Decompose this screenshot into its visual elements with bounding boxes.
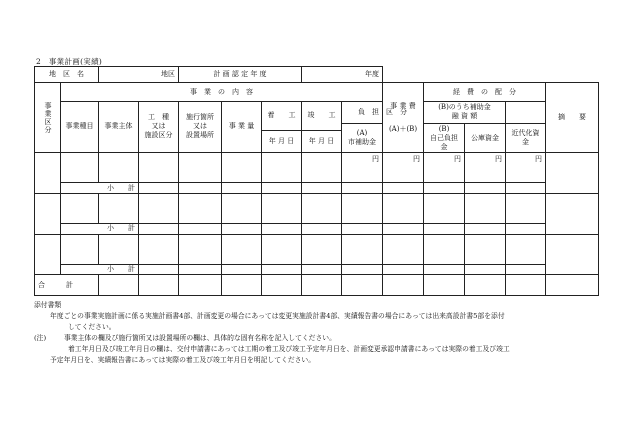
location-header: 施行箇所 又は 設置場所 [179, 101, 222, 152]
start-header: 着 工 [262, 101, 302, 130]
data-row [35, 152, 599, 183]
col-a-header: (A) 市補助金 [342, 124, 383, 153]
note-2b: 予定年月日を、実績報告書にあっては実際の着工及び竣工年月日を明記してください。 [50, 356, 316, 364]
plan-year-value: 年度 [302, 67, 383, 83]
public-loan-header: 公庫資金 [465, 124, 506, 153]
col-b-cell: 円 [424, 152, 465, 183]
subtotal-label: 小 計 [61, 183, 139, 193]
end-header: 竣 工 [302, 101, 342, 130]
cost-formula: (A)＋(B) [388, 124, 418, 133]
remarks-header: 摘 要 [546, 83, 599, 152]
entity-cell [99, 152, 139, 183]
attach-text-1: 年度ごとの事業実施計画に係る実施計画書4部、計画変更の場合にあっては変更実施設計書4部、実績報告書の場合にあっては出来高設計書5部を添付 [50, 312, 505, 320]
total-row [35, 275, 599, 296]
note-1: 事業主体の欄及び施行箇所又は設置場所の欄は、具体的な固有名称を記入してください。 [64, 334, 336, 342]
remarks-cell [546, 152, 599, 193]
district-label: 地 区 名 [35, 67, 99, 83]
col-b-header: (B) 自己負担 金 [424, 124, 465, 153]
allocation-group-header: 経 費 の 配 分 [424, 83, 546, 101]
subtotal-label: 小 計 [61, 265, 139, 275]
col-a-cell: 円 [383, 152, 424, 183]
business-plan-table [34, 66, 599, 296]
category-header: 事業区分 [35, 83, 61, 152]
work-class-header: 工 種 又は 施設区分 [139, 101, 179, 152]
header-row-columns [35, 101, 599, 123]
attach-text-2: してください。 [68, 323, 116, 331]
cost-label: 事 業 費 [390, 101, 416, 110]
subtotal-row [35, 265, 599, 275]
header-row-groups [35, 83, 599, 101]
public-loan-cell: 円 [465, 152, 506, 183]
note-1-line [34, 333, 600, 344]
district-value: 地区 [99, 67, 179, 83]
section-title: 2 事業計画(実績) [36, 57, 103, 66]
work-class-cell [139, 152, 179, 183]
attach-title: 添付書類 [34, 301, 62, 309]
location-cell [179, 152, 222, 183]
remarks-cell [546, 234, 599, 275]
note-2a: 着工年月日及び竣工年月日の欄は、交付申請書にあっては工期の着工及び竣工予定年月日を、計画変更承認申請書にあっては実際の着工及び竣工 [68, 345, 510, 353]
type-header: 事業種目 [61, 101, 99, 152]
start-cell [262, 152, 302, 183]
remarks-cell [546, 193, 599, 234]
header-row-district [35, 67, 599, 83]
modernization-header: 近代化資 金 [506, 124, 546, 153]
category-cell [35, 193, 61, 234]
notes-section [34, 300, 600, 366]
quantity-cell [222, 152, 262, 183]
burden-group-header: 負 担 区 分 [342, 101, 424, 123]
entity-header: 事業主体 [99, 101, 139, 152]
subtotal-row [35, 224, 599, 234]
category-cell [35, 234, 61, 275]
note-label: (注) [34, 334, 47, 342]
end-cell [302, 152, 342, 183]
subtotal-row [35, 183, 599, 193]
total-label: 合 計 [35, 275, 99, 296]
cost-cell: 円 [342, 152, 383, 183]
end-date-label: 年 月 日 [302, 130, 342, 152]
subtotal-label: 小 計 [61, 224, 139, 234]
quantity-header: 事 業 量 [222, 101, 262, 152]
header-blank [383, 67, 599, 83]
data-row [35, 193, 599, 224]
type-cell [61, 152, 99, 183]
content-group-header: 事 業 の 内 容 [61, 83, 383, 101]
plan-year-label: 計 画 認 定 年 度 [179, 67, 302, 83]
loan-group-header: (B)のうち補助金 融 資 額 [424, 101, 506, 123]
start-date-label: 年 月 日 [262, 130, 302, 152]
category-cell [35, 152, 61, 193]
data-row [35, 234, 599, 265]
modernization-cell: 円 [506, 152, 546, 183]
